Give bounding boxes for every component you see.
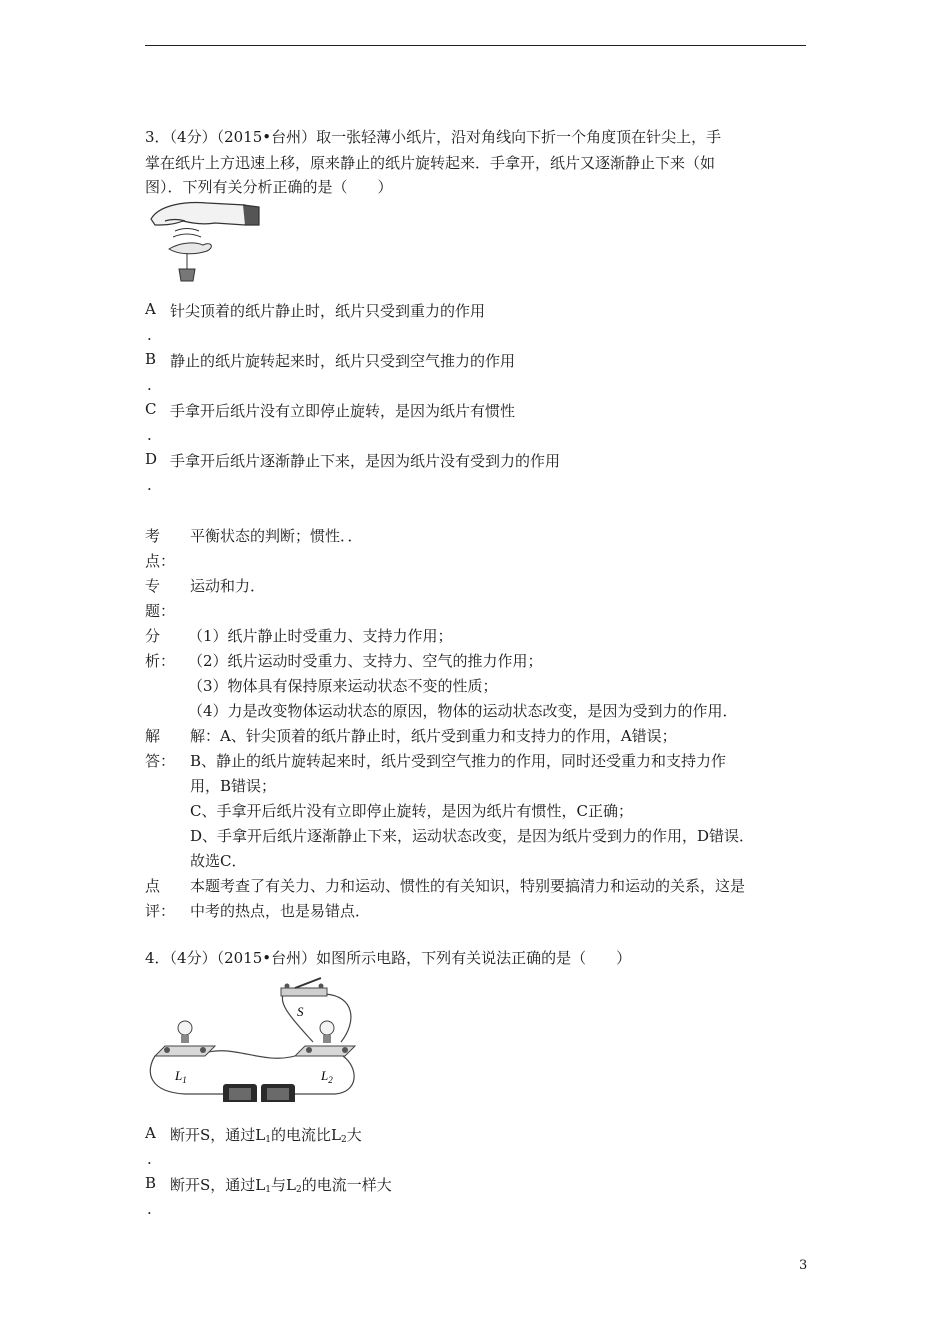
q3-option-a-letter: A — [145, 300, 156, 318]
dianping-label-1: 点 — [145, 877, 161, 895]
jieda-label-1: 解 — [145, 727, 161, 745]
kaodian-label-2: 点： — [145, 552, 176, 570]
zhuanti-label-2: 题： — [145, 602, 176, 620]
q3-option-c-text: 手拿开后纸片没有立即停止旋转，是因为纸片有惯性 — [170, 402, 516, 420]
fenxi-line: （1）纸片静止时受重力、支持力作用； — [188, 627, 453, 645]
q3-stem-line3: 图）．下列有关分析正确的是（ ） — [145, 178, 393, 196]
page-number: 3 — [799, 1258, 808, 1273]
q3-stem-line2: 掌在纸片上方迅速上移，原来静止的纸片旋转起来．手拿开，纸片又逐渐静止下来（如 — [145, 154, 716, 172]
fenxi-line: （2）纸片运动时受重力、支持力、空气的推力作用； — [188, 652, 543, 670]
jieda-line: C、手拿开后纸片没有立即停止旋转，是因为纸片有惯性，C正确； — [190, 802, 633, 820]
jieda-line: 解：A、针尖顶着的纸片静止时，纸片受到重力和支持力的作用，A错误； — [190, 727, 677, 745]
q3-option-a-text: 针尖顶着的纸片静止时，纸片只受到重力的作用 — [170, 302, 486, 320]
q3-option-d-dot: . — [147, 476, 152, 494]
fenxi-line: （3）物体具有保持原来运动状态不变的性质； — [188, 677, 498, 695]
needle-base — [179, 269, 195, 281]
lamp2-label: $L_2$ — [321, 1068, 333, 1085]
jieda-line: 用，B错误； — [190, 777, 277, 795]
jieda-line: B、静止的纸片旋转起来时，纸片受到空气推力的作用，同时还受重力和支持力作 — [190, 752, 727, 770]
q4-option-a-text: 断开S，通过$L_1$的电流比$L_2$大 — [170, 1126, 362, 1145]
paper-on-needle — [169, 229, 211, 270]
q4-option-a-letter: A — [145, 1124, 156, 1142]
lamp1-label: $L_1$ — [175, 1068, 187, 1085]
q3-option-d-text: 手拿开后纸片逐渐静止下来，是因为纸片没有受到力的作用 — [170, 452, 561, 470]
lamp-l1 — [155, 1021, 215, 1056]
jieda-line: D、手拿开后纸片逐渐静止下来，运动状态改变，是因为纸片受到力的作用，D错误． — [190, 827, 755, 845]
fenxi-label-1: 分 — [145, 627, 161, 645]
dianping-line: 本题考查了有关力、力和运动、惯性的有关知识，特别要搞清力和运动的关系，这是 — [190, 877, 746, 895]
dianping-label-2: 评： — [145, 902, 176, 920]
q4-option-b-text: 断开S，通过$L_1$与$L_2$的电流一样大 — [170, 1176, 392, 1195]
q3-option-b-letter: B — [145, 350, 157, 368]
q3-option-c-letter: C — [145, 400, 157, 418]
header-rule — [145, 45, 806, 46]
switch-label: S — [297, 1004, 304, 1019]
q4-option-b-letter: B — [145, 1174, 157, 1192]
lamp-l2 — [295, 1021, 355, 1056]
q3-stem-line1: 3．（4分）（2015•台州）取一张轻薄小纸片，沿对角线向下折一个角度顶在针尖上，手 — [145, 128, 722, 146]
fenxi-line: （4）力是改变物体运动状态的原因，物体的运动状态改变，是因为受到力的作用． — [188, 702, 738, 720]
jieda-line: 故选C． — [190, 852, 247, 870]
q4-circuit-figure — [145, 972, 365, 1102]
q4-option-a-dot: . — [147, 1150, 152, 1168]
zhuanti-label-1: 专 — [145, 577, 161, 595]
q3-option-d-letter: D — [145, 450, 158, 468]
kaodian-label-1: 考 — [145, 527, 161, 545]
hand-illustration — [151, 203, 259, 225]
q4-stem: 4．（4分）（2015•台州）如图所示电路，下列有关说法正确的是（ ） — [145, 949, 632, 967]
q3-option-a-dot: . — [147, 326, 152, 344]
q3-figure-hand-paper — [145, 197, 265, 289]
q3-option-b-text: 静止的纸片旋转起来时，纸片只受到空气推力的作用 — [170, 352, 516, 370]
q3-option-c-dot: . — [147, 426, 152, 444]
fenxi-label-2: 析： — [145, 652, 176, 670]
switch-s — [281, 978, 327, 996]
zhuanti-text: 运动和力． — [190, 577, 266, 595]
kaodian-text: 平衡状态的判断；惯性．． — [190, 527, 363, 545]
q4-option-b-dot: . — [147, 1200, 152, 1218]
batteries — [223, 1084, 295, 1102]
q3-option-b-dot: . — [147, 376, 152, 394]
jieda-label-2: 答： — [145, 752, 176, 770]
dianping-line: 中考的热点，也是易错点． — [190, 902, 371, 920]
